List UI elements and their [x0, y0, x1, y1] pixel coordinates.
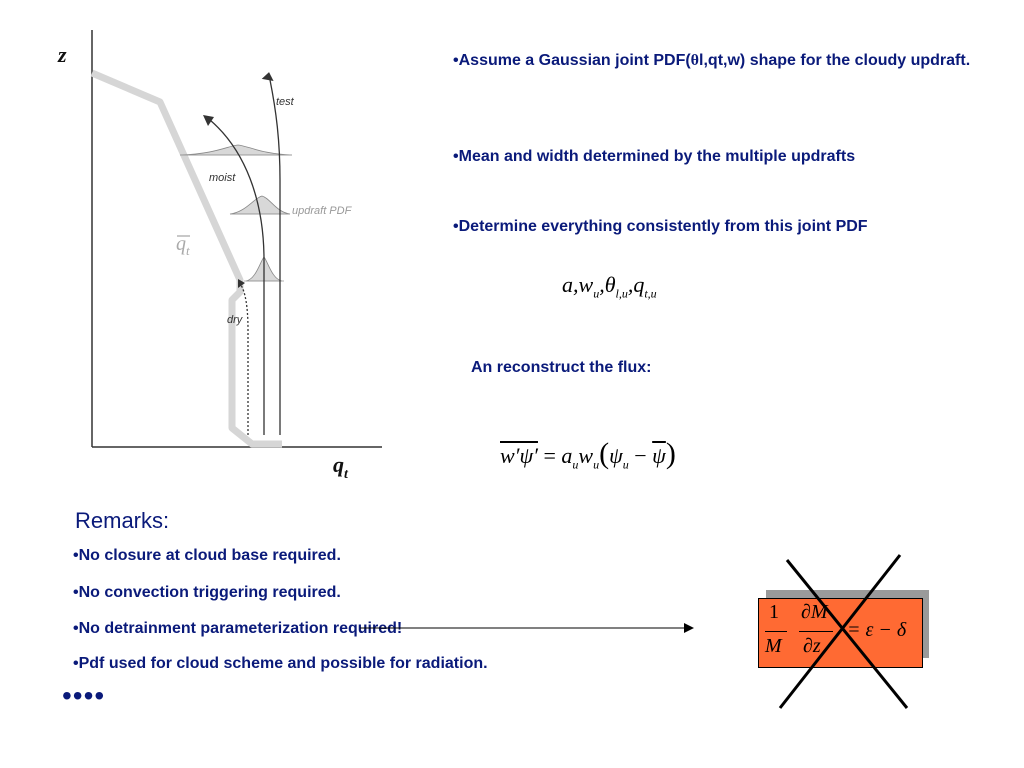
updraft-pdf-label: updraft PDF — [292, 205, 352, 217]
remark-item: •No detrainment parameterization required! — [73, 620, 403, 637]
frac-dM: ∂M — [801, 601, 828, 623]
qt-axis-label: $q_t$ — [333, 452, 348, 482]
test-label: test — [276, 96, 294, 108]
bullet-gaussian-pdf: •Assume a Gaussian joint PDF(θl,qt,w) shape for the cloudy updraft. — [453, 52, 971, 69]
bullet-determine-everything: •Determine everything consistently from this joint PDF — [453, 218, 868, 235]
remarks-title: Remarks: — [75, 508, 170, 533]
bullet-mean-width: •Mean and width determined by the multiple updrafts — [453, 148, 856, 165]
formula-rhs: = ε − δ — [847, 619, 907, 641]
ellipsis-dots: •••• — [62, 680, 106, 711]
frac-M: M — [765, 635, 782, 657]
mean-qt-label: $q_t$ — [176, 233, 190, 258]
params-formula: $a,w_u,\theta_{l,u},q_{t,u}$ — [562, 272, 657, 301]
flux-formula: $w'\psi' = a_uw_u(\psi_u - \overline{\psi})$ — [500, 437, 676, 472]
z-axis-label: z — [58, 42, 67, 67]
frac-one: 1 — [769, 601, 779, 623]
remark-item: •No closure at cloud base required. — [73, 547, 341, 564]
remark-item: •No convection triggering required. — [73, 584, 341, 601]
remark-item: •Pdf used for cloud scheme and possible for radiation. — [73, 655, 488, 672]
frac-dz: ∂z — [803, 635, 821, 657]
dry-label: dry — [227, 314, 243, 326]
flux-intro: An reconstruct the flux: — [471, 359, 652, 376]
moist-label: moist — [209, 172, 236, 184]
